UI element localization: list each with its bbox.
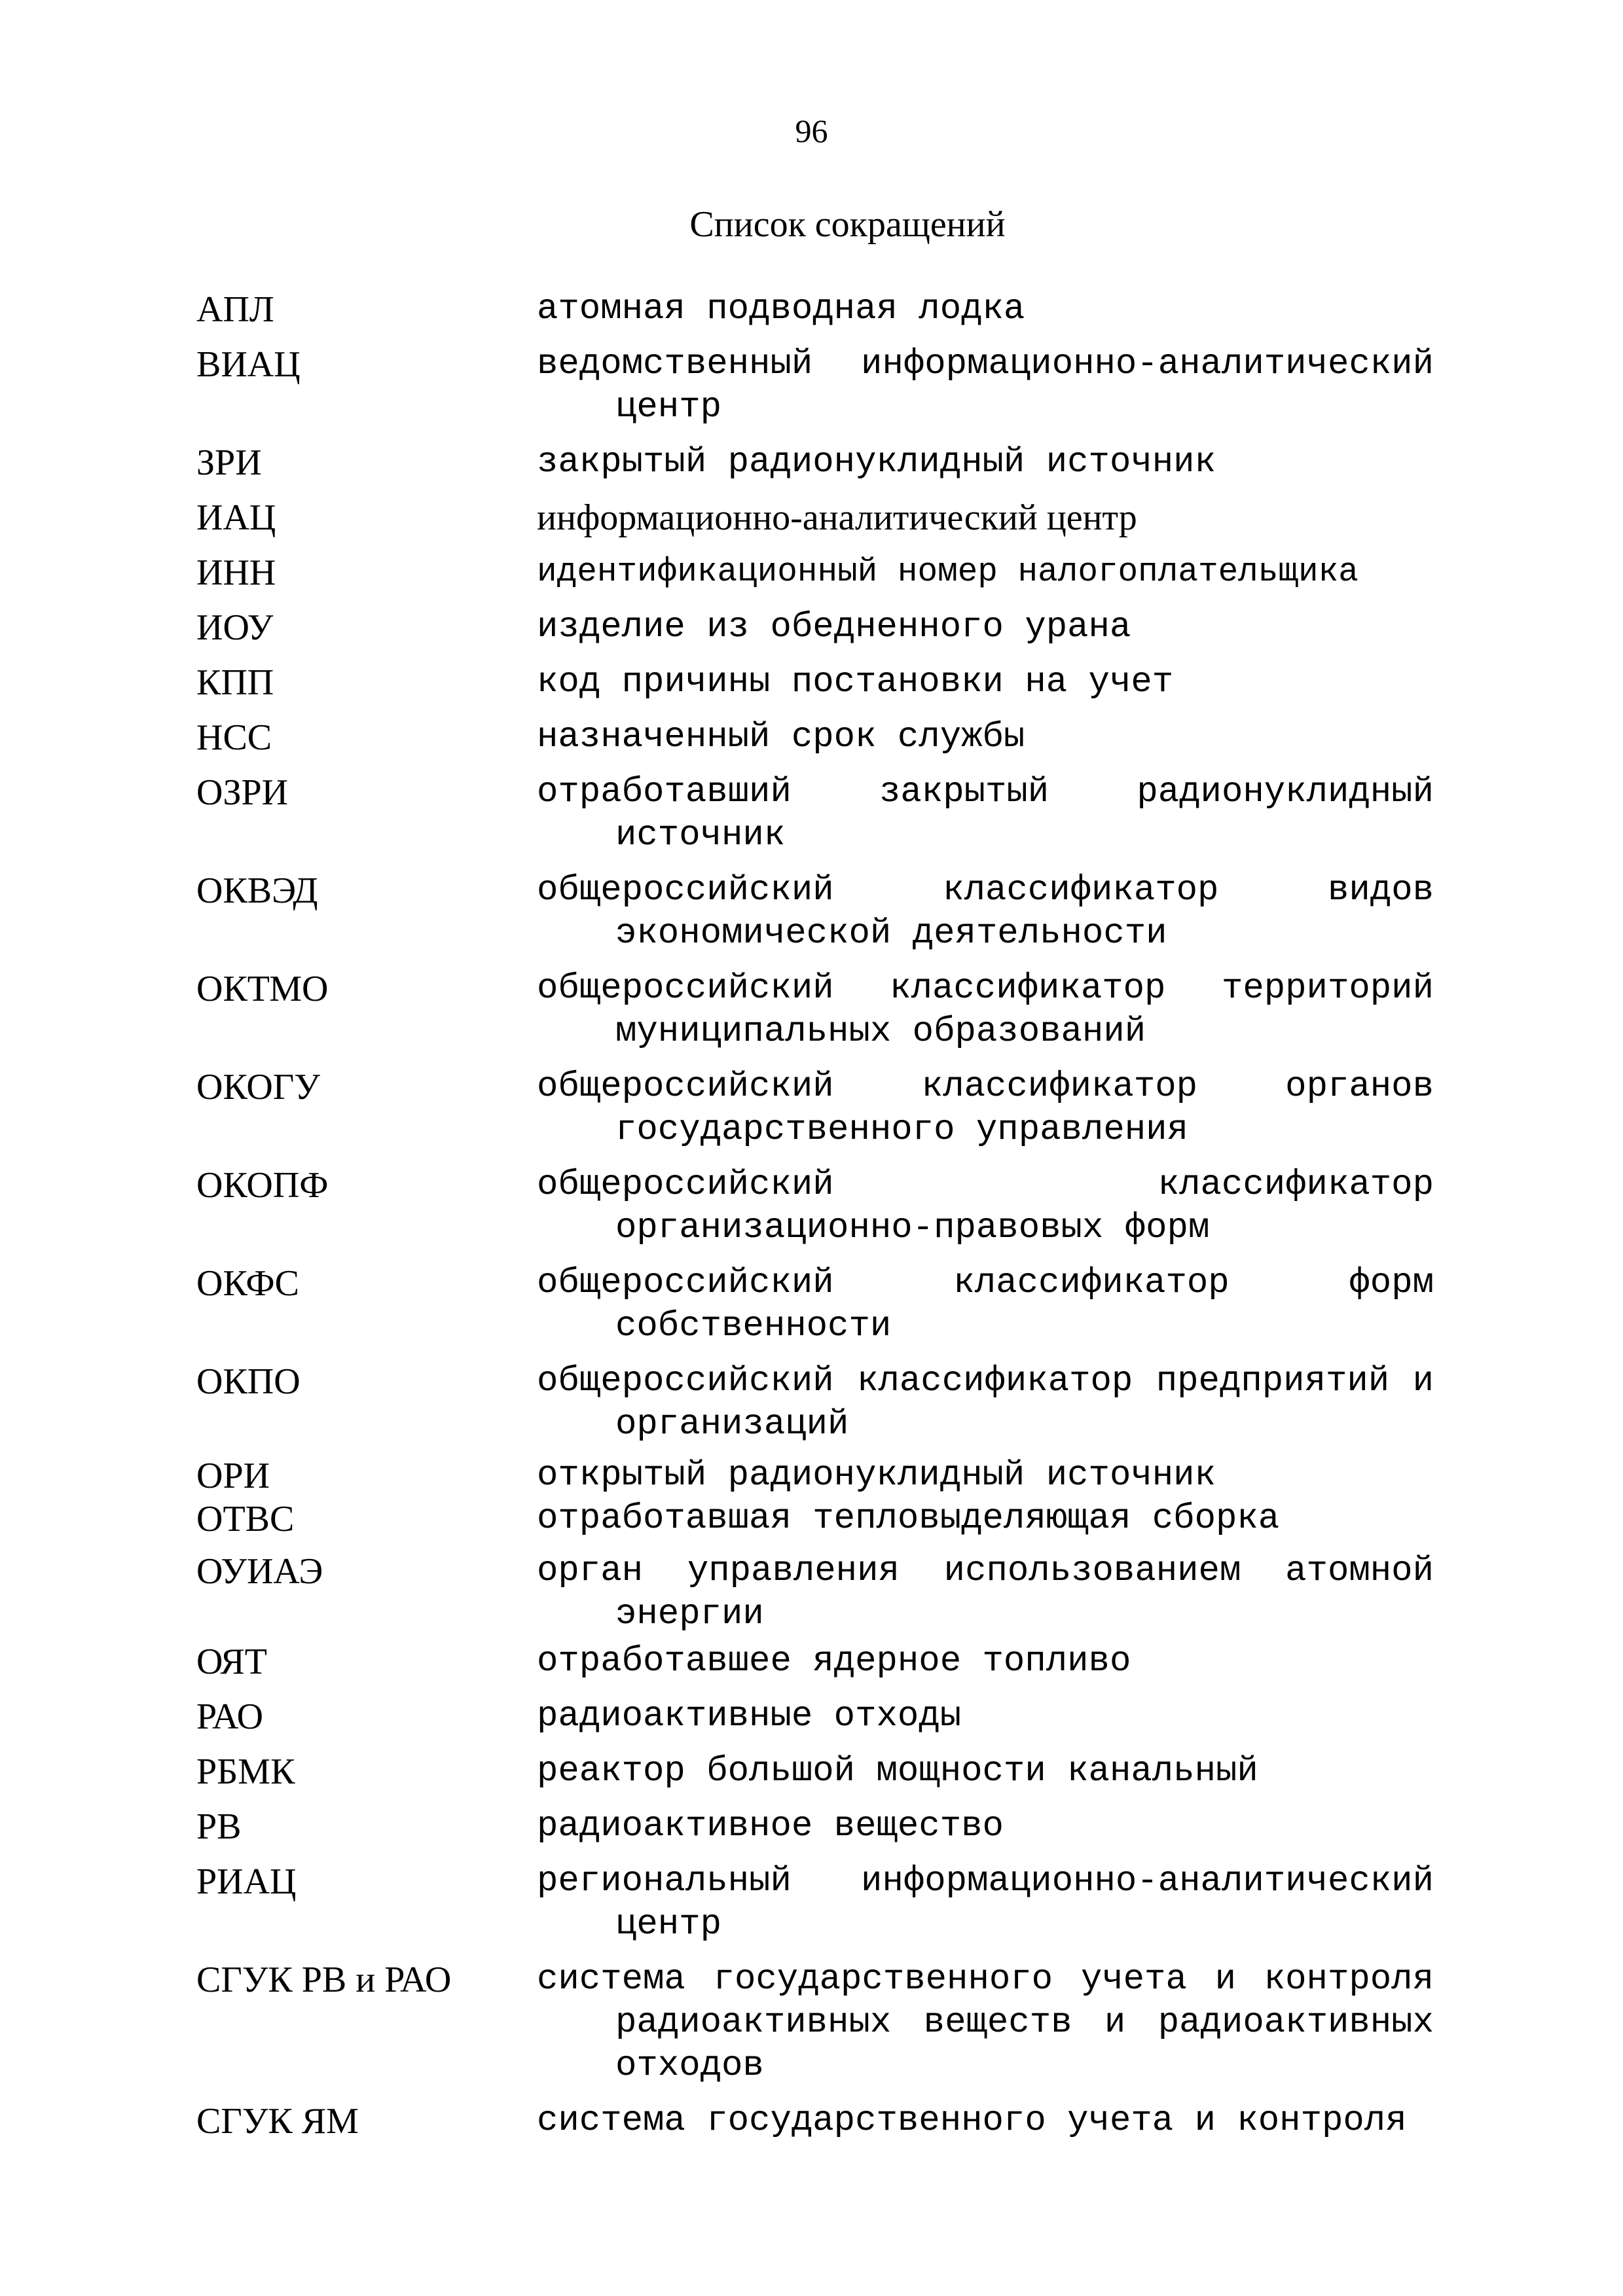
- abbreviation-term: РБМК: [196, 1751, 295, 1792]
- abbreviation-definition: открытый радионуклидный источник: [537, 1456, 1216, 1496]
- abbreviation-entry: [196, 496, 1434, 539]
- abbreviation-term: ОТВС: [196, 1499, 295, 1539]
- abbreviation-term: ОЯТ: [196, 1641, 267, 1682]
- abbreviation-entry: [196, 2100, 1434, 2143]
- abbreviation-list: [196, 288, 1434, 2143]
- abbreviation-term: ОКПО: [196, 1361, 301, 1402]
- abbreviation-term: ОКТМО: [196, 969, 329, 1009]
- abbreviation-entry: [196, 716, 1434, 759]
- abbreviation-entry: [196, 1958, 1434, 2088]
- page-number: 96: [795, 113, 828, 149]
- abbreviation-definition: атомная подводная лодка: [537, 289, 1025, 329]
- abbreviation-definition: общероссийский классификатор видов экономической деятельности: [537, 870, 1434, 954]
- abbreviation-definition: код причины постановки на учет: [537, 662, 1174, 702]
- abbreviation-term: ОКФС: [196, 1263, 299, 1304]
- abbreviation-definition: общероссийский классификатор территорий муниципальных образований: [537, 969, 1434, 1052]
- abbreviation-definition: радиоактивные отходы: [537, 1696, 962, 1736]
- abbreviation-term: РВ: [196, 1806, 242, 1847]
- abbreviation-term: ОЗРИ: [196, 772, 289, 813]
- abbreviation-term: НСС: [196, 717, 272, 758]
- abbreviation-entry: [196, 1695, 1434, 1738]
- abbreviation-term: ОКОГУ: [196, 1067, 320, 1107]
- abbreviation-definition: система государственного учета и контроля радиоактивных веществ и радиоактивных отходов: [537, 1960, 1434, 2086]
- abbreviation-definition: отработавшая тепловыделяющая сборка: [537, 1499, 1280, 1539]
- abbreviation-term: ИОУ: [196, 607, 274, 648]
- abbreviation-definition: отработавшее ядерное топливо: [537, 1641, 1131, 1681]
- abbreviation-definition: радиоактивное вещество: [537, 1806, 1004, 1846]
- abbreviation-term: КПП: [196, 662, 274, 703]
- abbreviation-definition: общероссийский классификатор органов государственного управления: [537, 1067, 1434, 1150]
- abbreviation-definition: общероссийский классификатор предприятий и организаций: [537, 1361, 1434, 1444]
- abbreviation-term: РИАЦ: [196, 1861, 297, 1902]
- abbreviation-definition: ведомственный информационно-аналитический центр: [537, 344, 1434, 427]
- abbreviation-term: РАО: [196, 1696, 264, 1737]
- abbreviation-term: ЗРИ: [196, 442, 262, 483]
- abbreviation-entry: [196, 869, 1434, 956]
- abbreviation-definition: назначенный срок службы: [537, 717, 1025, 757]
- abbreviation-entry: [196, 661, 1434, 704]
- abbreviation-definition: региональный информационно-аналитический центр: [537, 1861, 1434, 1945]
- page-title: Список сокращений: [689, 204, 1006, 245]
- abbreviation-definition: общероссийский классификатор форм собственности: [537, 1263, 1434, 1346]
- abbreviation-entry: [196, 1498, 1434, 1541]
- abbreviation-entry: [196, 1262, 1434, 1348]
- abbreviation-term: СГУК ЯМ: [196, 2101, 359, 2142]
- abbreviation-entry: [196, 967, 1434, 1054]
- abbreviation-entry: [196, 551, 1434, 594]
- abbreviation-entry: [196, 288, 1434, 331]
- abbreviation-definition: система государственного учета и контроля: [537, 2101, 1407, 2141]
- abbreviation-definition: информационно-аналитический центр: [537, 497, 1137, 538]
- abbreviation-term: ОКВЭД: [196, 870, 318, 911]
- abbreviation-term: СГУК РВ и РАО: [196, 1960, 452, 2000]
- abbreviation-entry: [196, 771, 1434, 857]
- abbreviation-entry: [196, 606, 1434, 649]
- abbreviation-definition: реактор большой мощности канальный: [537, 1751, 1258, 1791]
- abbreviation-entry: [196, 1066, 1434, 1152]
- abbreviation-entry: [196, 1750, 1434, 1793]
- abbreviation-term: АПЛ: [196, 289, 274, 330]
- abbreviation-entry: [196, 1164, 1434, 1250]
- abbreviation-term: ИАЦ: [196, 497, 276, 538]
- abbreviation-entry: [196, 1860, 1434, 1946]
- abbreviation-definition: идентификационный номер налогоплательщика: [537, 554, 1359, 591]
- abbreviation-definition: орган управления использованием атомной энергии: [537, 1551, 1434, 1634]
- abbreviation-entry: [196, 1454, 1434, 1498]
- abbreviation-entry: [196, 1640, 1434, 1683]
- abbreviation-term: ОКОПФ: [196, 1165, 329, 1206]
- abbreviation-term: ОРИ: [196, 1456, 270, 1496]
- abbreviation-term: ИНН: [196, 552, 276, 593]
- abbreviation-entry: [196, 441, 1434, 484]
- abbreviation-term: ВИАЦ: [196, 344, 301, 385]
- abbreviation-definition: закрытый радионуклидный источник: [537, 442, 1216, 482]
- abbreviation-entry: [196, 1805, 1434, 1848]
- abbreviation-definition: отработавший закрытый радионуклидный источник: [537, 772, 1434, 855]
- abbreviation-entry: [196, 1360, 1434, 1446]
- abbreviation-entry: [196, 1550, 1434, 1636]
- abbreviation-term: ОУИАЭ: [196, 1551, 323, 1592]
- abbreviation-definition: общероссийский классификатор организационно-правовых форм: [537, 1165, 1434, 1248]
- abbreviation-entry: [196, 343, 1434, 429]
- abbreviation-definition: изделие из обедненного урана: [537, 607, 1131, 647]
